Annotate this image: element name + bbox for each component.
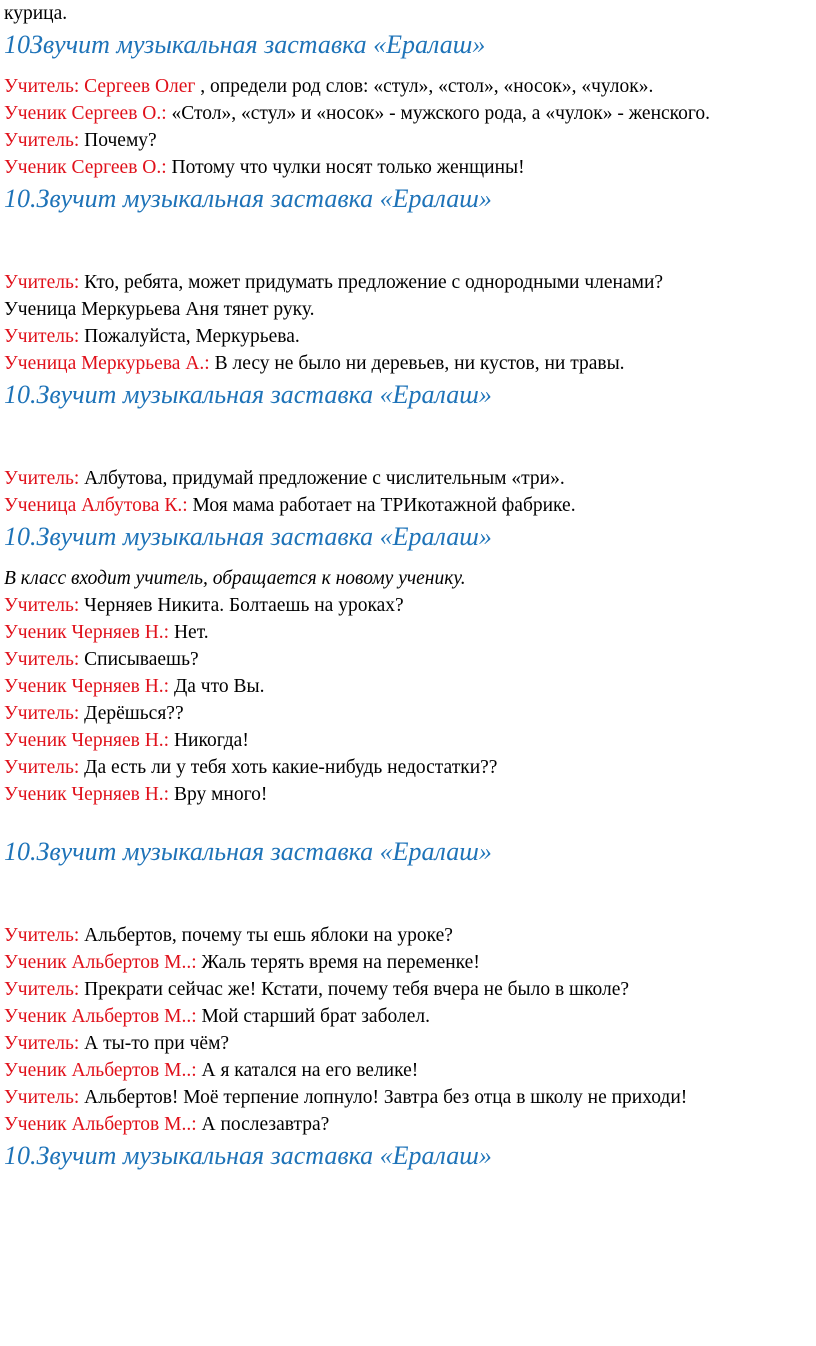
dialogue-line <box>4 1030 810 1057</box>
speaker-label: Учитель: <box>4 979 85 1000</box>
dialogue-line <box>4 976 810 1003</box>
dialogue-text: А послезавтра? <box>201 1114 330 1135</box>
speaker-label: Ученик Альбертов М..: <box>4 1060 202 1081</box>
dialogue-text: Мой старший брат заболел. <box>201 1006 430 1027</box>
dialogue-text: Альбертов, почему ты ешь яблоки на уроке? <box>84 925 453 946</box>
speaker-label: Ученик Альбертов М..: <box>4 952 202 973</box>
dialogue-text: Никогда! <box>173 730 249 751</box>
dialogue-text: Альбертов! Моё терпение лопнуло! Завтра без отца в школу не приходи! <box>84 1087 688 1108</box>
speaker-label: Учитель: <box>4 595 85 616</box>
dialogue-text: Пожалуйста, Меркурьева. <box>84 326 300 347</box>
dialogue-text: , определи род слов: «стул», «стол», «носок», «чулок». <box>195 76 654 97</box>
dialogue-text: Да есть ли у тебя хоть какие-нибудь недостатки?? <box>84 757 498 778</box>
speaker-label: Учитель: <box>4 1033 85 1054</box>
dialogue-text: «Стол», «стул» и «носок» - мужского рода, а «чулок» - женского. <box>171 103 711 124</box>
dialogue-scene-1 <box>4 73 810 181</box>
dialogue-text: Почему? <box>84 130 157 151</box>
dialogue-line <box>4 754 810 781</box>
speaker-label: Ученик Сергеев О.: <box>4 157 172 178</box>
dialogue-line <box>4 781 810 808</box>
dialogue-line <box>4 1003 810 1030</box>
speaker-label: Учитель: <box>4 76 85 97</box>
dialogue-line <box>4 492 810 519</box>
stage-direction: В класс входит учитель, обращается к новому ученику. <box>4 568 466 589</box>
speaker-label: Учитель: <box>4 703 85 724</box>
dialogue-line <box>4 127 810 154</box>
section-heading-1: 10Звучит музыкальная заставка «Ералаш» <box>4 30 486 59</box>
dialogue-line <box>4 154 810 181</box>
speaker-label: Ученик Альбертов М..: <box>4 1114 202 1135</box>
dialogue-line <box>4 949 810 976</box>
dialogue-line <box>4 700 810 727</box>
speaker-label: Ученик Альбертов М..: <box>4 1006 202 1027</box>
speaker-label: Ученик Черняев Н.: <box>4 784 174 805</box>
dialogue-text: Нет. <box>173 622 209 643</box>
speaker-label: Учитель: <box>4 468 85 489</box>
dialogue-line <box>4 592 810 619</box>
speaker-label: Учитель: <box>4 925 85 946</box>
speaker-label: Учитель: <box>4 757 85 778</box>
intro-line: курица. <box>4 3 68 24</box>
speaker-label: Ученик Сергеев О.: <box>4 103 172 124</box>
addressee-name: Сергеев Олег <box>84 76 196 97</box>
dialogue-text: Ученица Меркурьева Аня тянет руку. <box>4 299 315 320</box>
dialogue-text: В лесу не было ни деревьев, ни кустов, ни травы. <box>214 353 625 374</box>
dialogue-line <box>4 727 810 754</box>
dialogue-line <box>4 73 810 100</box>
dialogue-line <box>4 1057 810 1084</box>
dialogue-scene-5 <box>4 922 810 1138</box>
dialogue-line <box>4 646 810 673</box>
dialogue-line <box>4 1084 810 1111</box>
dialogue-line <box>4 465 810 492</box>
section-heading-3: 10.Звучит музыкальная заставка «Ералаш» <box>4 380 492 409</box>
dialogue-text: Дерёшься?? <box>84 703 184 724</box>
dialogue-text: А ты-то при чём? <box>84 1033 230 1054</box>
dialogue-text: Моя мама работает на ТРИкотажной фабрике. <box>192 495 576 516</box>
dialogue-text: Албутова, придумай предложение с числительным «три». <box>84 468 565 489</box>
dialogue-line <box>4 922 810 949</box>
dialogue-scene-2 <box>4 269 810 377</box>
dialogue-scene-3 <box>4 465 810 519</box>
speaker-label: Ученик Черняев Н.: <box>4 676 174 697</box>
dialogue-line <box>4 619 810 646</box>
dialogue-text: Вру много! <box>173 784 268 805</box>
stage-direction <box>4 296 810 323</box>
dialogue-line <box>4 323 810 350</box>
speaker-label: Учитель: <box>4 1087 85 1108</box>
dialogue-text: Кто, ребята, может придумать предложение с однородными членами? <box>84 272 664 293</box>
speaker-label: Учитель: <box>4 272 85 293</box>
dialogue-text: Списываешь? <box>84 649 199 670</box>
speaker-label: Ученик Черняев Н.: <box>4 730 174 751</box>
dialogue-line <box>4 1111 810 1138</box>
dialogue-line <box>4 350 810 377</box>
section-heading-2: 10.Звучит музыкальная заставка «Ералаш» <box>4 184 492 213</box>
section-heading-4: 10.Звучит музыкальная заставка «Ералаш» <box>4 522 492 551</box>
dialogue-text: Потому что чулки носят только женщины! <box>171 157 525 178</box>
dialogue-line <box>4 673 810 700</box>
speaker-label: Учитель: <box>4 326 85 347</box>
speaker-label: Ученик Черняев Н.: <box>4 622 174 643</box>
speaker-label: Учитель: <box>4 130 85 151</box>
dialogue-text: А я катался на его велике! <box>201 1060 419 1081</box>
dialogue-line <box>4 269 810 296</box>
dialogue-line <box>4 100 810 127</box>
speaker-label: Ученица Меркурьева А.: <box>4 353 215 374</box>
speaker-label: Учитель: <box>4 649 85 670</box>
speaker-label: Ученица Албутова К.: <box>4 495 193 516</box>
section-heading-6: 10.Звучит музыкальная заставка «Ералаш» <box>4 1141 492 1170</box>
section-heading-5: 10.Звучит музыкальная заставка «Ералаш» <box>4 837 492 866</box>
dialogue-text: Жаль терять время на переменке! <box>201 952 480 973</box>
dialogue-text: Да что Вы. <box>173 676 265 697</box>
dialogue-text: Черняев Никита. Болтаешь на уроках? <box>84 595 404 616</box>
dialogue-text: Прекрати сейчас же! Кстати, почему тебя вчера не было в школе? <box>84 979 630 1000</box>
dialogue-scene-4 <box>4 565 810 808</box>
